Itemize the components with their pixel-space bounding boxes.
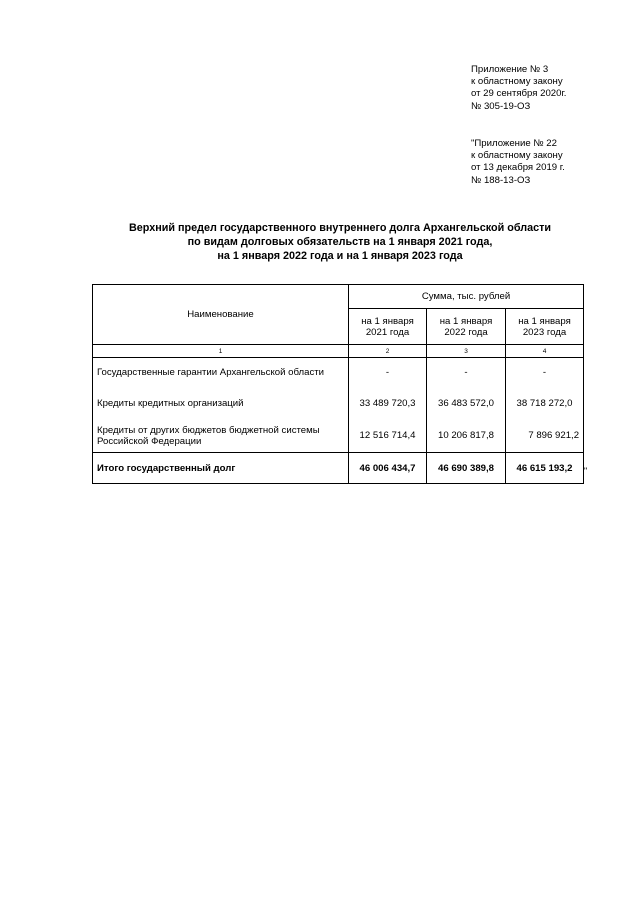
annex-line: № 305-19-ОЗ	[471, 100, 531, 112]
header-name-cell: Наименование	[93, 285, 349, 345]
total-name: Итого государственный долг	[93, 453, 349, 484]
document-title	[60, 222, 620, 263]
year-line: на 1 января	[439, 315, 493, 327]
column-number: 1	[93, 345, 349, 358]
row-value: 36 483 572,0	[427, 388, 506, 420]
column-number-row	[93, 345, 584, 358]
row-value: -	[349, 358, 427, 388]
annex-line: № 188-13-ОЗ	[471, 174, 531, 186]
row-value: 38 718 272,0	[506, 388, 584, 420]
row-value: 7 896 921,2	[506, 420, 584, 453]
annex-line: от 13 декабря 2019 г.	[471, 162, 565, 174]
row-value: 12 516 714,4	[349, 420, 427, 453]
table-row	[93, 388, 584, 420]
column-number: 3	[427, 345, 506, 358]
column-number: 4	[506, 345, 584, 358]
total-row	[93, 453, 584, 484]
header-year-2021	[349, 309, 427, 345]
table-row	[93, 358, 584, 388]
annex-previous-reference	[471, 138, 565, 187]
header-row	[93, 285, 584, 309]
row-value: -	[427, 358, 506, 388]
header-year-2023	[506, 309, 584, 345]
title-line: на 1 января 2022 года и на 1 января 2023 года	[217, 249, 463, 262]
total-value: 46 006 434,7	[349, 453, 427, 484]
annex-line: от 29 сентября 2020г.	[471, 88, 567, 100]
title-line: по видам долговых обязательств на 1 января 2021 года,	[187, 235, 493, 248]
header-sum-cell: Сумма, тыс. рублей	[349, 285, 584, 309]
year-line: на 1 января	[518, 315, 571, 327]
table-row	[93, 420, 584, 453]
closing-quote: "	[584, 466, 588, 476]
year-line: на 1 января	[361, 315, 414, 327]
row-value: -	[506, 358, 584, 388]
year-line: 2021 года	[365, 326, 410, 338]
annex-line: Приложение № 3	[471, 64, 549, 75]
debt-table	[92, 284, 584, 484]
row-name: Государственные гарантии Архангельской области	[93, 358, 349, 388]
annex-line: к областному закону	[471, 150, 563, 162]
total-value: 46 690 389,8	[427, 453, 506, 484]
column-number: 2	[349, 345, 427, 358]
total-value: 46 615 193,2	[506, 453, 584, 484]
year-line: 2022 года	[444, 326, 488, 338]
year-line: 2023 года	[522, 326, 567, 338]
annex-line: "Приложение № 22	[471, 138, 557, 149]
row-value: 10 206 817,8	[427, 420, 506, 453]
header-year-2022	[427, 309, 506, 345]
title-line: Верхний предел государственного внутреннего долга Архангельской области	[128, 222, 552, 234]
row-name: Кредиты от других бюджетов бюджетной системы Российской Федерации	[93, 420, 349, 453]
annex-line: к областному закону	[471, 76, 563, 88]
annex-current-reference	[471, 64, 566, 113]
row-name: Кредиты кредитных организаций	[93, 388, 349, 420]
row-value: 33 489 720,3	[349, 388, 427, 420]
